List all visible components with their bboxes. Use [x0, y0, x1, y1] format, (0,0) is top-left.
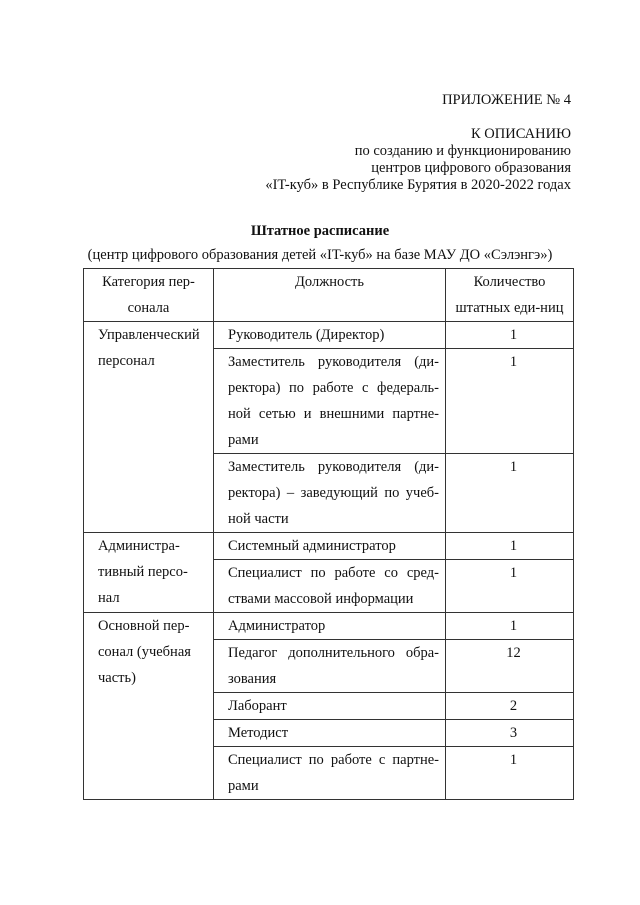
position-cell: Специалист по работе с партне-рами — [214, 747, 446, 800]
header-count: Количество штатных еди-ниц — [446, 269, 574, 322]
document-title: Штатное расписание — [250, 223, 390, 239]
count-cell: 1 — [446, 454, 574, 533]
table-row — [84, 533, 574, 560]
count-cell: 1 — [446, 322, 574, 349]
position-cell: Системный администратор — [214, 533, 446, 560]
position-cell: Лаборант — [214, 693, 446, 720]
position-cell: Заместитель руководителя (ди-ректора) по работе с федераль-ной сетью и внешними партне-рами — [214, 349, 446, 454]
count-cell: 1 — [446, 613, 574, 640]
table-header-row — [84, 269, 574, 322]
document-subtitle: (центр цифрового образования детей «IT-куб» на базе МАУ ДО «Сэлэнгэ») — [87, 247, 553, 263]
table-body — [84, 322, 574, 800]
position-cell: Заместитель руководителя (ди-ректора) – заведующий по учеб-ной части — [214, 454, 446, 533]
position-cell: Руководитель (Директор) — [214, 322, 446, 349]
appendix-reference — [265, 126, 571, 194]
table-row — [84, 613, 574, 640]
category-cell: Основной пер-сонал (учебная часть) — [84, 613, 214, 800]
header-category: Категория пер-сонала — [84, 269, 214, 322]
header-position: Должность — [214, 269, 446, 322]
appendix-reference-line: К ОПИСАНИЮ — [471, 126, 571, 142]
position-cell: Педагог дополнительного обра-зования — [214, 640, 446, 693]
position-cell: Методист — [214, 720, 446, 747]
category-cell: Управленческий персонал — [84, 322, 214, 533]
count-cell: 1 — [446, 533, 574, 560]
appendix-reference-line: центров цифрового образования — [371, 160, 571, 176]
count-cell: 1 — [446, 349, 574, 454]
count-cell: 3 — [446, 720, 574, 747]
category-cell: Администра-тивный персо-нал — [84, 533, 214, 613]
count-cell: 1 — [446, 747, 574, 800]
position-cell: Специалист по работе со сред-ствами массовой информации — [214, 560, 446, 613]
table-row — [84, 322, 574, 349]
position-cell: Администратор — [214, 613, 446, 640]
appendix-reference-line: «IT-куб» в Республике Бурятия в 2020-2022 годах — [265, 177, 571, 193]
count-cell: 12 — [446, 640, 574, 693]
count-cell: 1 — [446, 560, 574, 613]
appendix-number: ПРИЛОЖЕНИЕ № 4 — [442, 92, 571, 108]
count-cell: 2 — [446, 693, 574, 720]
appendix-reference-line: по созданию и функционированию — [354, 143, 571, 159]
staffing-table — [83, 268, 574, 800]
